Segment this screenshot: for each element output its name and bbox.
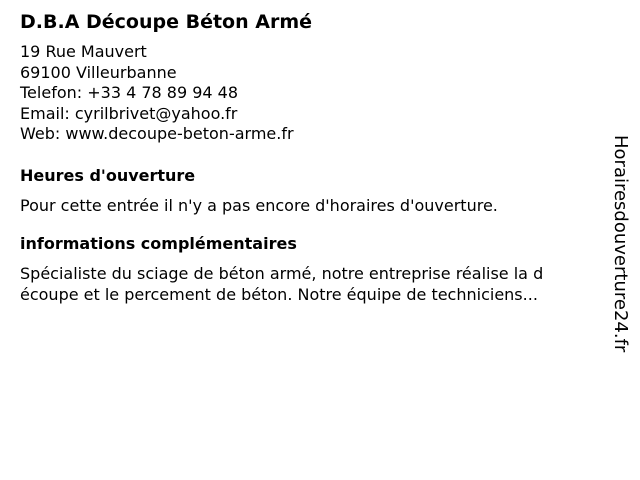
business-name: D.B.A Découpe Béton Armé [20, 11, 313, 33]
business-details [20, 10, 590, 305]
opening-hours-heading: Heures d'ouverture [20, 165, 196, 185]
additional-info-heading: informations complémentaires [20, 234, 297, 253]
additional-info-text [20, 264, 590, 305]
phone-number: Telefon: +33 4 78 89 94 48 [20, 83, 239, 102]
additional-info-line-1: Spécialiste du sciage de béton armé, notre entreprise réalise la d [20, 264, 544, 283]
address-block [20, 42, 590, 145]
additional-info-line-2: écoupe et le percement de béton. Notre équipe de techniciens... [20, 284, 538, 304]
opening-hours-text: Pour cette entrée il n'y a pas encore d'horaires d'ouverture. [20, 195, 498, 215]
postal-city: 69100 Villeurbanne [20, 62, 177, 82]
street-address: 19 Rue Mauvert [20, 42, 147, 61]
email-address: Email: cyrilbrivet@yahoo.fr [20, 103, 238, 123]
website-address: Web: www.decoupe-beton-arme.fr [20, 124, 294, 143]
site-brand-vertical: Horairesdouverture24.fr [610, 135, 631, 353]
